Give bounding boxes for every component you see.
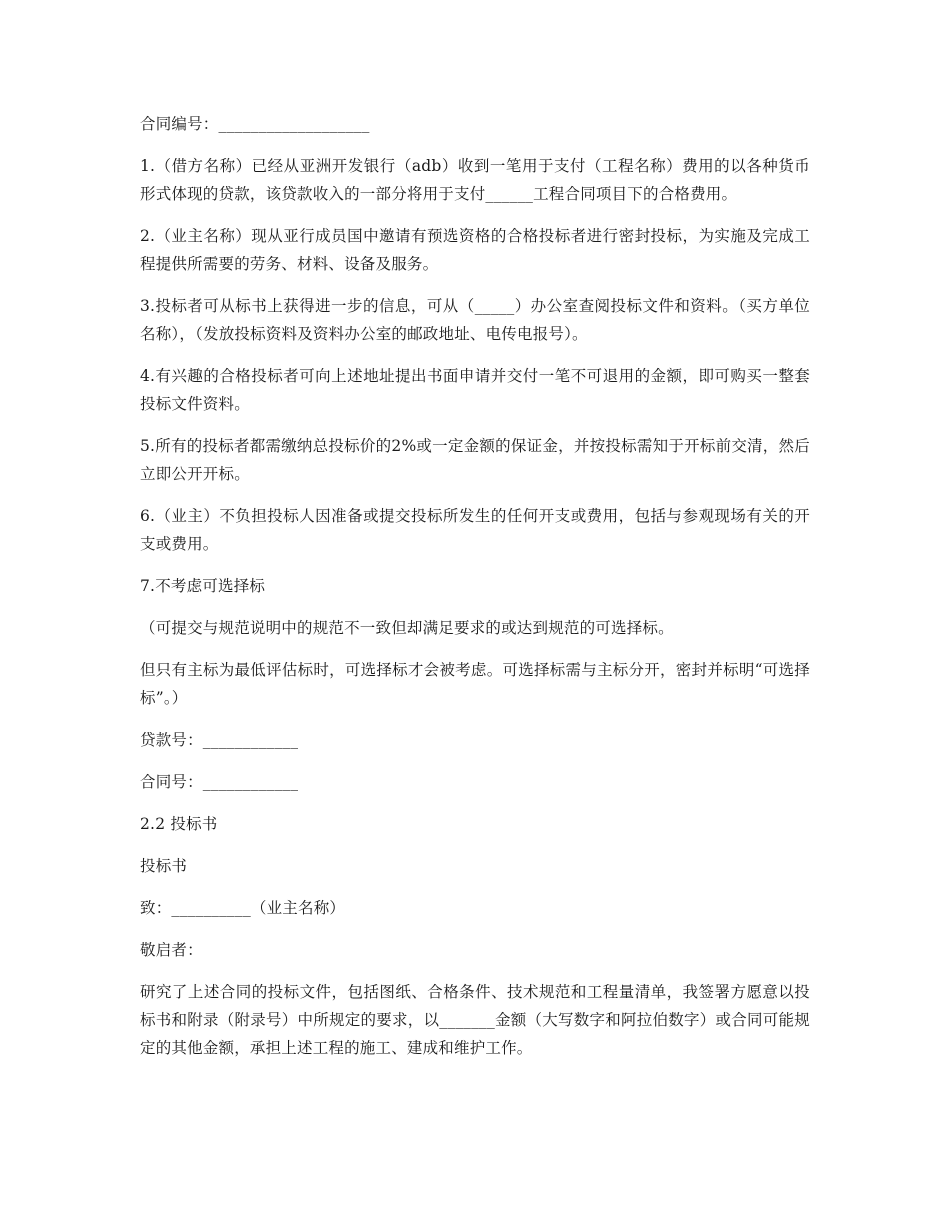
alternative-bid-condition: 但只有主标为最低评估标时，可选择标才会被考虑。可选择标需与主标分开，密封并标明“可选择标”。） (140, 661, 810, 707)
salutation-line: 敬启者： (140, 941, 203, 959)
clause-4-paragraph: 4.有兴趣的合格投标者可向上述地址提出书面申请并交付一笔不可退用的金额，即可购买一整套投标文件资料。 (140, 367, 810, 413)
clause-2-paragraph: 2.（业主名称）现从亚行成员国中邀请有预选资格的合格投标者进行密封投标，为实施及完成工程提供所需要的劳务、材料、设备及服务。 (140, 227, 810, 273)
clause-7-heading: 7.不考虑可选择标 (140, 577, 266, 595)
contract-number-line: 合同编号：___________________ (140, 115, 370, 133)
clause-3-paragraph: 3.投标者可从标书上获得进一步的信息，可从（_____）办公室查阅投标文件和资料。（买方单位名称），（发放投标资料及资料办公室的邮政地址、电传电报号）。 (140, 297, 810, 343)
alternative-bid-note: （可提交与规范说明中的规范不一致但却满足要求的或达到规范的可选择标。 (140, 619, 674, 637)
contract-no-line: 合同号：____________ (140, 773, 299, 791)
loan-number-line: 贷款号：____________ (140, 731, 299, 749)
clause-5-paragraph: 5.所有的投标者都需缴纳总投标价的2%或一定金额的保证金，并按投标需知于开标前交清，然后立即公开开标。 (140, 437, 810, 483)
addressee-line: 致：__________（业主名称） (140, 899, 346, 917)
clause-1-paragraph: 1.（借方名称）已经从亚洲开发银行（adb）收到一笔用于支付（工程名称）费用的以各种货币形式体现的贷款，该贷款收入的一部分将用于支付______工程合同项目下的合格费用。 (140, 157, 810, 203)
document-page (140, 110, 810, 1076)
bid-letter-body: 研究了上述合同的投标文件，包括图纸、合格条件、技术规范和工程量清单，我签署方愿意以投标书和附录（附录号）中所规定的要求，以_______金额（大写数字和阿拉伯数字）或合同可能规定的其他金额，承担上述工程的施工、建成和维护工作。 (140, 983, 810, 1057)
bid-letter-title: 投标书 (140, 857, 188, 875)
clause-6-paragraph: 6.（业主）不负担投标人因准备或提交投标所发生的任何开支或费用，包括与参观现场有关的开支或费用。 (140, 507, 810, 553)
section-heading: 2.2 投标书 (140, 815, 218, 833)
